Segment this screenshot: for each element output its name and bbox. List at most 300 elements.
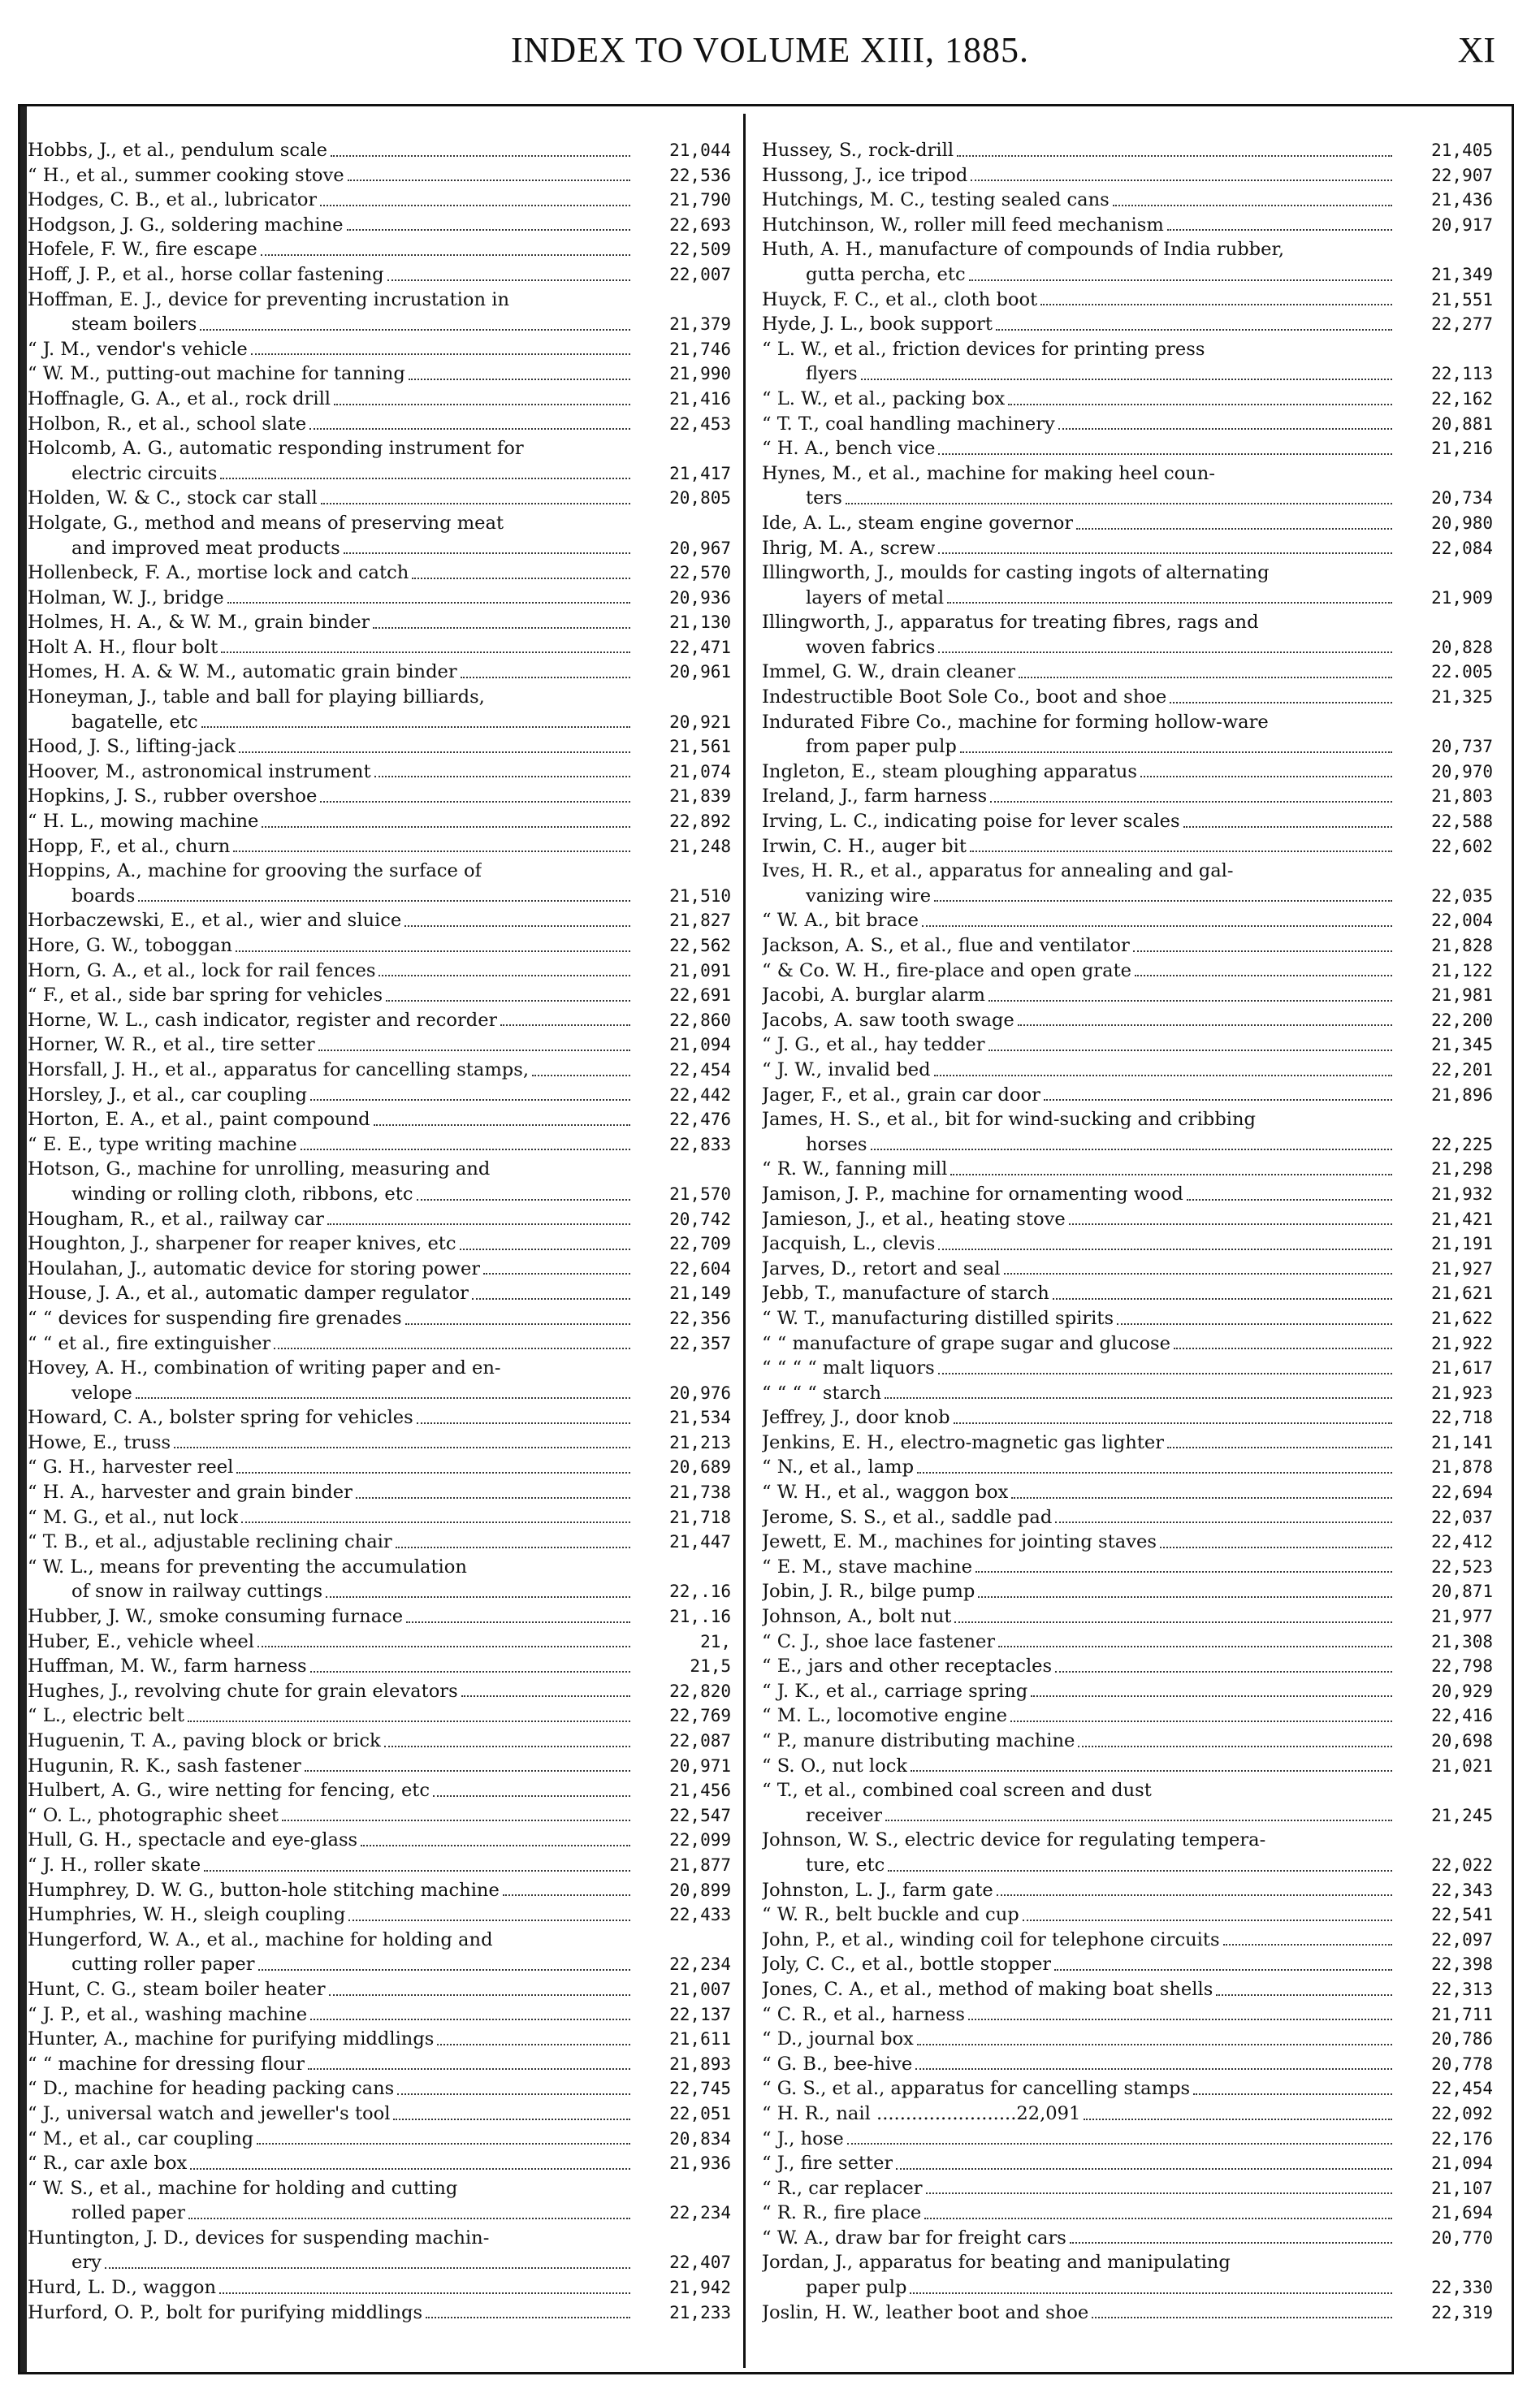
entry-text: paper pulp (806, 2277, 907, 2299)
patent-number (635, 1928, 731, 1953)
index-entry (762, 262, 1493, 288)
index-entry (762, 1654, 1493, 1679)
leader-dots (1076, 511, 1392, 530)
index-entry (28, 660, 731, 685)
entry-text: Jerome, S. S., et al., saddle pad (762, 1506, 1053, 1528)
index-entry (28, 1331, 731, 1357)
entry-text: “ L., electric belt (28, 1705, 184, 1727)
index-entry (28, 2201, 731, 2226)
entry-text: horses (806, 1133, 867, 1155)
entry-text: Homes, H. A. & W. M., automatic grain binder (28, 661, 457, 683)
patent-number: 21,878 (1431, 1457, 1493, 1478)
entry-text: “ R. W., fanning mill (762, 1158, 948, 1180)
patent-number: 20,961 (669, 662, 731, 682)
patent-number: 21,325 (1431, 687, 1493, 708)
patent-number: 22,277 (1431, 314, 1493, 335)
patent-number: 22,330 (1431, 2278, 1493, 2298)
leader-dots (262, 809, 630, 828)
index-entry (762, 1032, 1493, 1058)
index-entry (762, 138, 1493, 163)
patent-number: 22,099 (669, 1830, 731, 1850)
entry-text: “ R., car axle box (28, 2153, 188, 2175)
entry-text: Hoover, M., astronomical instrument (28, 760, 371, 782)
index-entry (762, 1754, 1493, 1779)
patent-number: 22,022 (1431, 1855, 1493, 1875)
index-entry (28, 1281, 731, 1306)
leader-dots (1113, 188, 1392, 206)
patent-number: 20,967 (669, 538, 731, 558)
index-entry (28, 288, 731, 313)
leader-dots (236, 1455, 630, 1474)
leader-dots (915, 2052, 1392, 2071)
index-entry (28, 461, 731, 487)
index-entry (762, 1008, 1493, 1033)
leader-dots (257, 1630, 630, 1648)
leader-dots (990, 784, 1392, 803)
index-entry (762, 1977, 1493, 2002)
entry-text: “ “ “ “ starch (762, 1382, 882, 1404)
entry-text: “ W. A., bit brace (762, 910, 919, 932)
patent-number: 21,405 (1431, 141, 1493, 160)
index-entry (762, 337, 1493, 362)
patent-number: 21,718 (669, 1507, 731, 1527)
leader-dots (1008, 387, 1392, 405)
index-entry (762, 1231, 1493, 1257)
patent-number: 22,412 (1431, 1532, 1493, 1552)
entry-text: “ T. B., et al., adjustable reclining chair (28, 1531, 392, 1553)
patent-number: 21,922 (1431, 1333, 1493, 1353)
index-entry (28, 1977, 731, 2002)
leader-dots (393, 2101, 630, 2120)
index-entry (28, 412, 731, 437)
leader-dots (1070, 2226, 1392, 2244)
entry-text: Jacobi, A. burglar alarm (762, 985, 985, 1006)
index-entry (28, 1902, 731, 1928)
index-entry (28, 1381, 731, 1406)
index-entry (762, 1480, 1493, 1505)
patent-number: 21,149 (669, 1283, 731, 1304)
entry-text: “ J., universal watch and jeweller's tool (28, 2102, 391, 2124)
index-entry (28, 262, 731, 288)
leader-dots (910, 2275, 1392, 2294)
index-entry (28, 1530, 731, 1555)
patent-number: 22,570 (669, 563, 731, 583)
entry-text: “ P., manure distributing machine (762, 1730, 1075, 1751)
patent-number (1397, 610, 1493, 635)
index-entry (762, 2052, 1493, 2077)
leader-dots (236, 933, 630, 952)
index-entry (762, 2076, 1493, 2101)
entry-text: Jebb, T., manufacture of starch (762, 1283, 1049, 1305)
patent-number: 21,977 (1431, 1607, 1493, 1627)
patent-number: 22,357 (669, 1333, 731, 1353)
leader-dots (846, 486, 1392, 504)
index-entry (762, 1630, 1493, 1655)
patent-number: 21, (700, 1631, 731, 1651)
patent-number: 20,929 (1431, 1681, 1493, 1701)
entry-text: “ H. A., harvester and grain binder (28, 1482, 353, 1504)
leader-dots (1187, 1182, 1392, 1201)
patent-number: 21,611 (669, 2029, 731, 2050)
index-entry (762, 361, 1493, 387)
patent-number: 20,980 (1431, 513, 1493, 533)
patent-number: 20,917 (1431, 214, 1493, 235)
leader-dots (221, 635, 630, 654)
index-entry (762, 461, 1493, 487)
leader-dots (310, 2002, 630, 2021)
entry-text: Jeffrey, J., door knob (762, 1407, 950, 1429)
entry-text: Ives, H. R., et al., apparatus for annealing and gal- (762, 860, 1234, 882)
leader-dots (470, 1555, 630, 1573)
entry-text: “ L. W., et al., packing box (762, 387, 1006, 409)
entry-text: Huffman, M. W., farm harness (28, 1656, 307, 1677)
leader-dots (997, 1878, 1392, 1897)
patent-number: 22,037 (1431, 1507, 1493, 1527)
entry-text: Indurated Fibre Co., machine for forming hollow-ware (762, 711, 1269, 733)
index-entry (762, 1182, 1493, 1207)
entry-text: “ E., jars and other receptacles (762, 1656, 1053, 1677)
index-entry (762, 685, 1493, 710)
index-entry (28, 1455, 731, 1480)
index-entry (28, 1679, 731, 1704)
index-entry (28, 1083, 731, 1108)
leader-dots (1055, 1654, 1392, 1673)
index-entry (762, 163, 1493, 188)
index-entry (28, 2275, 731, 2301)
leader-dots (274, 1331, 630, 1350)
patent-number: 22,234 (669, 1954, 731, 1975)
entry-text: Horbaczewski, E., et al., wier and sluice (28, 910, 402, 932)
entry-text: Hodges, C. B., et al., lubricator (28, 189, 318, 211)
leader-dots (374, 1107, 630, 1126)
entry-text: Jenkins, E. H., electro-magnetic gas lighter (762, 1431, 1165, 1453)
entry-text: gutta percha, etc (806, 263, 966, 285)
leader-dots (1155, 1778, 1392, 1797)
entry-text: “ & Co. W. H., fire-place and open grate (762, 959, 1132, 981)
entry-text: “ W. H., et al., waggon box (762, 1482, 1009, 1504)
index-entry (28, 1480, 731, 1505)
leader-dots (386, 983, 630, 1002)
entry-text: ery (71, 2252, 102, 2274)
patent-number: 22,769 (669, 1706, 731, 1726)
entry-text: Hopp, F., et al., churn (28, 835, 231, 857)
patent-number: 21,456 (669, 1781, 731, 1801)
patent-number: 21,827 (669, 911, 731, 931)
entry-text: Hurd, L. D., waggon (28, 2277, 216, 2299)
index-entry (762, 511, 1493, 536)
entry-text: Huth, A. H., manufacture of compounds of India rubber, (762, 239, 1284, 261)
index-entry (762, 237, 1493, 262)
leader-dots (888, 1853, 1392, 1872)
leader-dots (327, 1207, 630, 1226)
entry-text: “ G. S., et al., apparatus for cancelling stamps (762, 2078, 1191, 2100)
entry-text: Jackson, A. S., et al., flue and ventilator (762, 935, 1130, 956)
entry-text: Hoppins, A., machine for grooving the surface of (28, 860, 482, 882)
entry-text: Hull, G. H., spectacle and eye-glass (28, 1829, 358, 1851)
leader-dots (461, 1679, 630, 1698)
leader-dots (190, 2151, 630, 2170)
index-entry (762, 1803, 1493, 1829)
patent-number: 20,689 (669, 1457, 731, 1478)
patent-number (1397, 561, 1493, 586)
patent-number: 20,899 (669, 1880, 731, 1900)
leader-dots (1044, 1083, 1392, 1102)
leader-dots (417, 1405, 630, 1424)
leader-dots (384, 1729, 630, 1747)
leader-dots (1010, 1703, 1392, 1722)
index-entry (762, 412, 1493, 437)
patent-number: 21,213 (669, 1432, 731, 1452)
index-entry (762, 486, 1493, 511)
index-entry (762, 561, 1493, 586)
entry-text: Hynes, M., et al., machine for making heel coun- (762, 462, 1215, 484)
leader-dots (1133, 933, 1392, 952)
patent-number (635, 1555, 731, 1580)
entry-text: from paper pulp (806, 736, 957, 758)
leader-dots (924, 2201, 1392, 2219)
leader-dots (1167, 213, 1392, 232)
patent-number: 22,319 (1431, 2302, 1493, 2322)
index-entry (28, 1778, 731, 1803)
patent-number: 20,976 (669, 1383, 731, 1403)
entry-text: “ J. M., vendor's vehicle (28, 338, 248, 360)
entry-text: Honeyman, J., table and ball for playing billiards, (28, 686, 485, 708)
leader-dots (397, 2076, 630, 2095)
index-entry (28, 2027, 731, 2052)
leader-dots (219, 2275, 630, 2294)
entry-text: Horner, W. R., et al., tire setter (28, 1034, 315, 1056)
entry-text: “ S. O., nut lock (762, 1755, 908, 1777)
entry-text: “ T., et al., combined coal screen and dust (762, 1780, 1152, 1802)
leader-dots (861, 361, 1392, 380)
patent-number: 22,113 (1431, 364, 1493, 384)
patent-number: 20,828 (1431, 637, 1493, 657)
leader-dots (954, 1604, 1392, 1623)
patent-number: 22,602 (1431, 836, 1493, 856)
entry-text: layers of metal (806, 587, 945, 608)
patent-number: 21,130 (669, 612, 731, 633)
patent-number: 20,871 (1431, 1582, 1493, 1602)
entry-text: Johnston, L. J., farm gate (762, 1879, 993, 1901)
entry-text: Huber, E., vehicle wheel (28, 1630, 255, 1652)
patent-number: 21,007 (669, 1979, 731, 1999)
patent-number: 21,345 (1431, 1035, 1493, 1055)
leader-dots (1272, 710, 1392, 729)
patent-number: 21,233 (669, 2302, 731, 2322)
patent-number: 22,691 (669, 985, 731, 1006)
index-entry (28, 511, 731, 536)
patent-number: 21,044 (669, 141, 731, 160)
entry-text: Holbon, R., et al., school slate (28, 413, 307, 435)
leader-dots (1160, 1530, 1392, 1548)
patent-number: 20,770 (1431, 2227, 1493, 2248)
index-entry (28, 1157, 731, 1182)
index-entry (762, 1058, 1493, 1083)
leader-dots (417, 1182, 630, 1201)
entry-text: winding or rolling cloth, ribbons, etc (71, 1183, 413, 1205)
index-entry (762, 635, 1493, 660)
patent-number: 21,622 (1431, 1308, 1493, 1328)
patent-number: 22,416 (1431, 1706, 1493, 1726)
patent-number: 21,694 (1431, 2203, 1493, 2223)
index-entry (762, 809, 1493, 834)
leader-dots (461, 660, 630, 678)
leader-dots (320, 784, 630, 803)
leader-dots (188, 1703, 630, 1722)
patent-number: 21,551 (1431, 289, 1493, 309)
entry-text: Hussey, S., rock-drill (762, 140, 954, 161)
leader-dots (896, 2151, 1392, 2170)
patent-number: 22,523 (1431, 1556, 1493, 1577)
entry-text: boards (71, 885, 136, 907)
entry-text: Hunt, C. G., steam boiler heater (28, 1978, 326, 2000)
patent-number: 22,.16 (669, 1582, 731, 1602)
leader-dots (1208, 337, 1392, 356)
index-entry (28, 1654, 731, 1679)
entry-text: “ R., car replacer (762, 2177, 923, 2199)
leader-dots (1237, 859, 1392, 877)
index-entry (28, 1604, 731, 1630)
entry-text: “ H. L., mowing machine (28, 811, 259, 833)
leader-dots (504, 1356, 630, 1374)
entry-text: Jones, C. A., et al., method of making boat shells (762, 1978, 1213, 2000)
leader-dots (1023, 1902, 1392, 1921)
patent-number: 22,860 (669, 1010, 731, 1030)
patent-number: 22,407 (669, 2253, 731, 2273)
entry-text: steam boilers (71, 314, 197, 335)
patent-number: 21,094 (669, 1035, 731, 1055)
leader-dots (318, 1032, 630, 1051)
index-entry (762, 1853, 1493, 1878)
leader-dots (847, 2127, 1392, 2145)
leader-dots (251, 337, 630, 356)
entry-text: Hungerford, W. A., et al., machine for holding and (28, 1928, 493, 1950)
patent-number: 22,588 (1431, 812, 1493, 832)
leader-dots (885, 1381, 1392, 1400)
patent-number (1397, 859, 1493, 884)
index-entry (28, 1107, 731, 1132)
index-entry (762, 387, 1493, 412)
patent-number: 21,936 (669, 2153, 731, 2174)
index-entry (762, 2151, 1493, 2176)
patent-number: 21,421 (1431, 1209, 1493, 1229)
index-entry (762, 983, 1493, 1008)
patent-number: 22,356 (669, 1308, 731, 1328)
page-header (0, 24, 1540, 81)
entry-text: Hugunin, R. K., sash fastener (28, 1755, 301, 1777)
entry-text: “ W. T., manufacturing distilled spirits (762, 1307, 1114, 1329)
leader-dots (461, 2176, 630, 2195)
patent-number: 22,453 (669, 413, 731, 434)
index-entry (762, 1928, 1493, 1953)
leader-dots (938, 1231, 1392, 1250)
entry-text: cutting roller paper (71, 1954, 255, 1976)
entry-text: vanizing wire (806, 885, 932, 907)
patent-number: 20,805 (669, 488, 731, 509)
patent-number: 22,709 (669, 1234, 731, 1254)
entry-text: Jamieson, J., et al., heating stove (762, 1208, 1066, 1230)
index-entry (762, 1530, 1493, 1555)
leader-dots (404, 908, 630, 927)
index-entry (762, 1306, 1493, 1331)
entry-text: Hood, J. S., lifting-jack (28, 736, 236, 758)
entry-text: “ W. S., et al., machine for holding and cutting (28, 2177, 458, 2199)
entry-text: rolled paper (71, 2202, 186, 2224)
index-entry (762, 1207, 1493, 1232)
entry-text: Johnson, A., bolt nut (762, 1606, 952, 1628)
index-entry (762, 834, 1493, 859)
patent-number: 22,004 (1431, 911, 1493, 931)
leader-dots (1011, 1480, 1392, 1499)
leader-dots (1287, 237, 1392, 256)
patent-number: 22,718 (1431, 1408, 1493, 1428)
leader-dots (329, 1977, 630, 1996)
index-entry (762, 610, 1493, 635)
index-entry (28, 1207, 731, 1232)
entry-text: Hussong, J., ice tripod (762, 164, 968, 186)
patent-number: 22,097 (1431, 1929, 1493, 1950)
index-entry (28, 1032, 731, 1058)
entry-text: “ L. W., et al., friction devices for printing press (762, 338, 1205, 360)
index-entry (28, 436, 731, 461)
leader-dots (492, 2226, 630, 2244)
patent-number: 22,398 (1431, 1954, 1493, 1975)
entry-text: velope (71, 1382, 132, 1404)
entry-text: Howe, E., truss (28, 1431, 171, 1453)
leader-dots (938, 536, 1392, 555)
index-entry (28, 784, 731, 809)
entry-text: “ C. J., shoe lace fastener (762, 1630, 996, 1652)
patent-number: 22,234 (669, 2203, 731, 2223)
patent-number: 22,820 (669, 1681, 731, 1701)
patent-number: 22,442 (669, 1084, 731, 1105)
leader-dots (282, 1803, 630, 1822)
entry-text: electric circuits (71, 462, 218, 484)
index-entry (762, 2201, 1493, 2226)
index-entry (28, 213, 731, 238)
patent-number: 22,007 (669, 264, 731, 284)
index-entry (762, 2101, 1493, 2127)
index-entry (28, 1952, 731, 1977)
entry-text: Irving, L. C., indicating poise for lever scales (762, 811, 1180, 833)
leader-dots (954, 1405, 1392, 1424)
leader-dots (204, 1853, 630, 1872)
index-entry (28, 2052, 731, 2077)
leader-dots (412, 561, 630, 579)
patent-number: 22,509 (669, 240, 731, 260)
patent-number: 21,416 (669, 388, 731, 409)
index-entry (28, 387, 731, 412)
index-entry (28, 1505, 731, 1530)
index-entry (762, 312, 1493, 337)
entry-text: John, P., et al., winding coil for telephone circuits (762, 1928, 1220, 1950)
patent-number (635, 859, 731, 884)
leader-dots (261, 237, 630, 256)
binding-edge (20, 106, 27, 2372)
entry-text: “ J. G., et al., hay tedder (762, 1034, 985, 1056)
entry-text: Ihrig, M. A., screw (762, 537, 936, 559)
index-entry (28, 586, 731, 611)
patent-number: 21,893 (669, 2054, 731, 2074)
leader-dots (1140, 760, 1392, 778)
patent-number: 21,091 (669, 960, 731, 980)
patent-number: 22,162 (1431, 388, 1493, 409)
entry-text: Humphrey, D. W. G., button-hole stitching machine (28, 1879, 500, 1901)
patent-number: 21,803 (1431, 786, 1493, 807)
leader-dots (934, 1058, 1392, 1076)
patent-number: 20,742 (669, 1209, 731, 1229)
index-entry (28, 1431, 731, 1456)
